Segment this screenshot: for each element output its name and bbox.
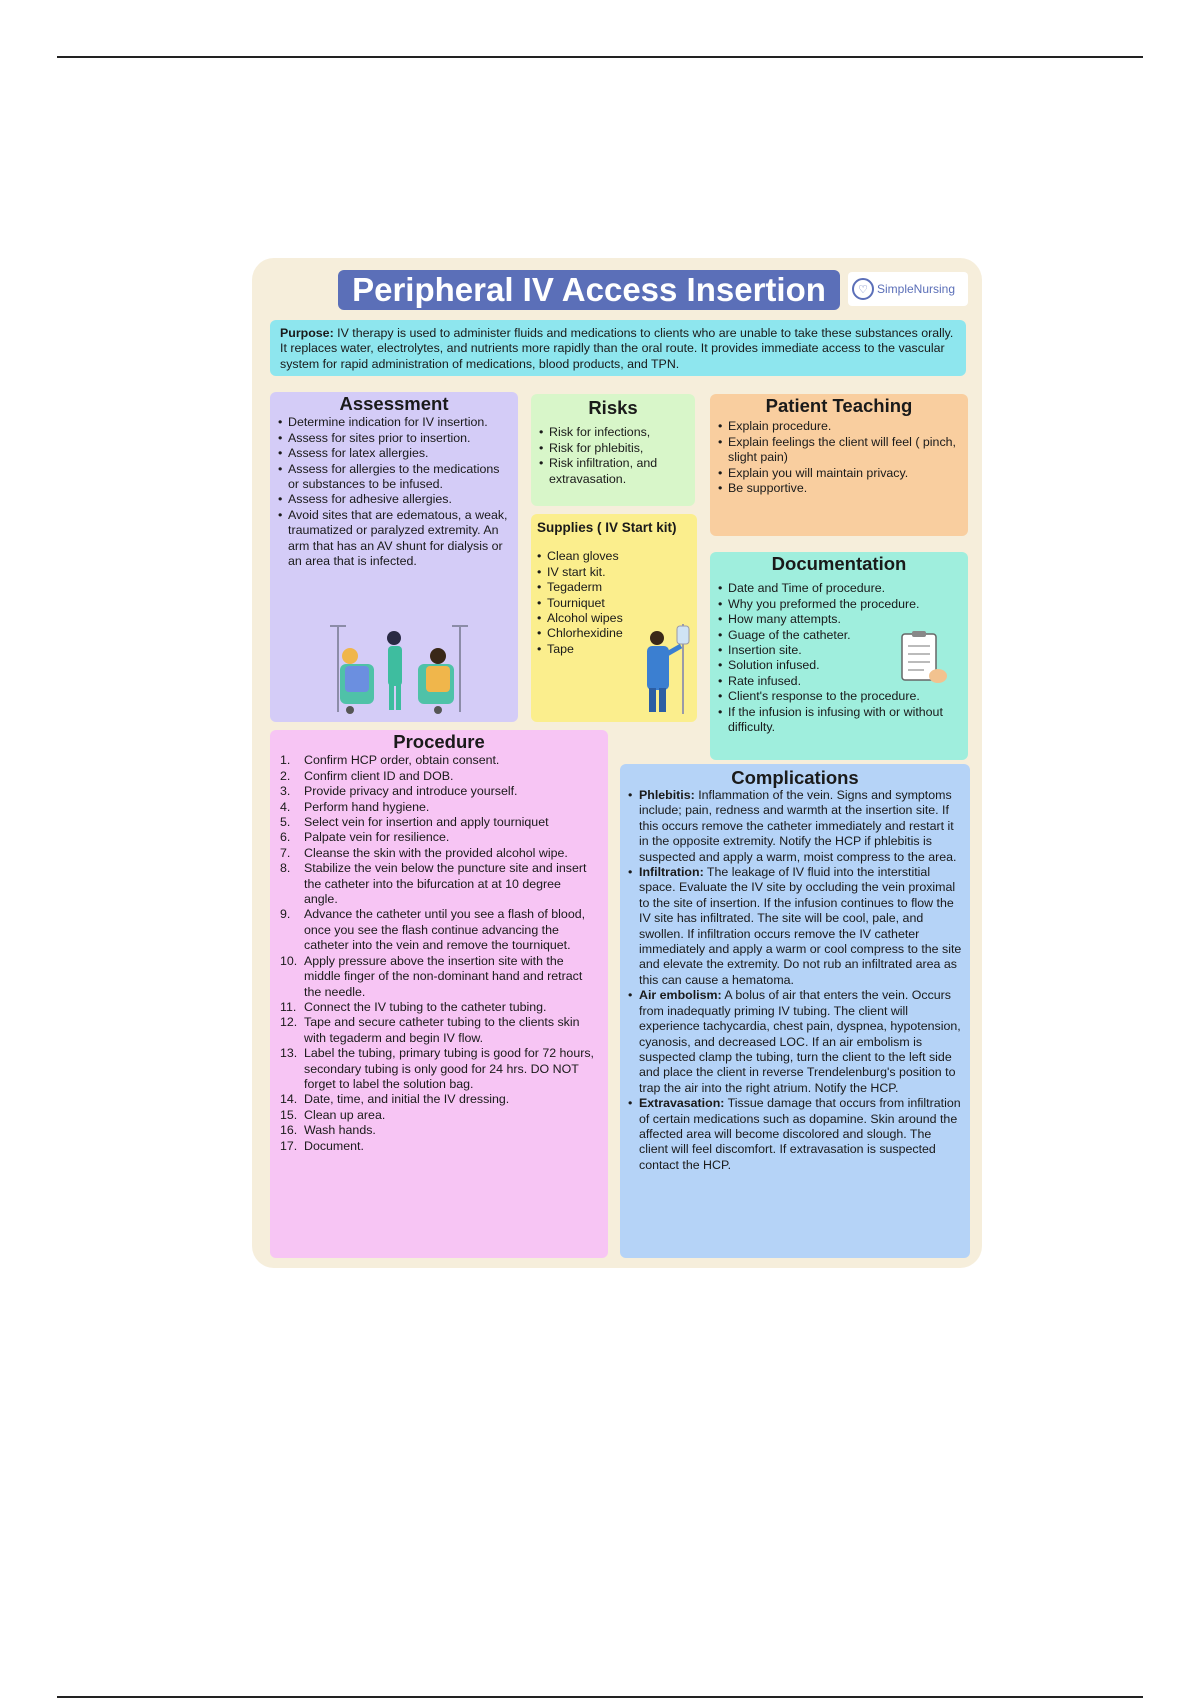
list-item: • Client's response to the procedure. — [718, 689, 960, 704]
list-item: • IV start kit. — [537, 565, 691, 580]
purpose-text: IV therapy is used to administer fluids and medications to clients who are unable to take these substances orally. It replaces water, electrolytes, and nutrients more rapidly than the oral route. It provides immediate access to the vascular system for rapid administration of medications, blood products, and TPN. — [280, 326, 954, 371]
patient-teaching-box — [710, 394, 968, 536]
risks-box — [531, 394, 695, 506]
list-item: • Assess for sites prior to insertion. — [278, 431, 510, 446]
list-item: • Explain feelings the client will feel ( pinch, slight pain) — [718, 435, 960, 466]
list-item: 8. Stabilize the vein below the puncture site and insert the catheter into the bifurcation at at 10 degree angle. — [280, 861, 587, 907]
list-item: 9. Advance the catheter until you see a flash of blood, once you see the flash continue advancing the catheter into the vein and remove the tourniquet. — [280, 907, 586, 953]
patients-illustration — [310, 624, 480, 716]
supplies-box — [531, 514, 697, 722]
list-item: 4. Perform hand hygiene. — [280, 799, 430, 814]
list-item: • Risk infiltration, and extravasation. — [539, 456, 687, 487]
purpose-box — [270, 320, 966, 376]
list-item: • Be supportive. — [718, 481, 960, 496]
assessment-title: Assessment — [339, 393, 449, 414]
logo-name: SimpleNursing — [877, 282, 956, 296]
teaching-list — [718, 419, 960, 496]
list-item: • How many attempts. — [718, 612, 960, 627]
list-item: • Alcohol wipes — [537, 611, 691, 626]
procedure-box — [270, 730, 608, 1258]
bottom-rule — [57, 1696, 1143, 1698]
list-item: • Solution infused. — [718, 658, 960, 673]
list-item: • Determine indication for IV insertion. — [278, 415, 510, 430]
list-item: • Explain you will maintain privacy. — [718, 466, 960, 481]
top-rule — [57, 56, 1143, 58]
list-item: • Rate infused. — [718, 674, 960, 689]
list-item: • Tape — [537, 642, 691, 657]
infographic-card — [252, 258, 982, 1268]
list-item: • Phlebitis: Inflammation of the vein. Signs and symptoms include; pain, redness and warmth at the insertion site. If this occurs remove the catheter immediately and restart it in the opposite extremity. Notify the HCP if phlebitis is suspected and apply a warm, moist compress to the area. — [628, 788, 962, 865]
complications-list — [628, 788, 962, 1173]
list-item: • Extravasation: Tissue damage that occurs from infiltration of certain medications such as dopamine. Skin around the affected area will become discolored and slough. The client will feel discomfort. If extravasation is suspected contact the HCP. — [628, 1096, 962, 1173]
list-item: • Date and Time of procedure. — [718, 581, 960, 596]
list-item: 12. Tape and secure catheter tubing to the clients skin with tegaderm and begin IV flow. — [280, 1015, 580, 1045]
complications-box — [620, 764, 970, 1258]
procedure-list — [280, 753, 598, 1154]
risks-title: Risks — [588, 397, 638, 418]
list-item: 1. Confirm HCP order, obtain consent. — [280, 753, 500, 768]
list-item: • Guage of the catheter. — [718, 628, 960, 643]
risks-list — [539, 425, 687, 487]
clipboard-icon — [898, 630, 950, 688]
nurse-iv-pole-illustration — [639, 620, 695, 718]
list-item: 17. Document. — [280, 1138, 364, 1153]
list-item: • If the infusion is infusing with or without difficulty. — [718, 705, 960, 736]
list-item: 16. Wash hands. — [280, 1123, 376, 1138]
list-item: • Clean gloves — [537, 549, 691, 564]
list-item: 6. Palpate vein for resilience. — [280, 830, 450, 845]
supplies-title: Supplies ( IV Start kit) — [537, 520, 677, 535]
list-item: 7. Cleanse the skin with the provided alcohol wipe. — [280, 845, 568, 860]
purpose-label: Purpose: — [280, 326, 334, 340]
assessment-list — [278, 415, 510, 569]
list-item: • Tegaderm — [537, 580, 691, 595]
assessment-box — [270, 392, 518, 722]
list-item: • Risk for infections, — [539, 425, 687, 440]
heart-icon: ♡ — [852, 278, 874, 300]
list-item: 11. Connect the IV tubing to the catheter tubing. — [280, 999, 547, 1014]
list-item: 3. Provide privacy and introduce yourself. — [280, 784, 518, 799]
list-item: • Assess for latex allergies. — [278, 446, 510, 461]
list-item: • Air embolism: A bolus of air that enters the vein. Occurs from inadequatly priming IV tubing. The client will experience tachycardia, chest pain, dyspnea, hypotension, cyanosis, and decreased LOC. If an air embolism is suspected clamp the tubing, turn the client to the left side and place the client in reverse Trendelenburg's position to trap the air into the right atrium. Notify the HCP. — [628, 988, 962, 1096]
list-item: • Assess for adhesive allergies. — [278, 492, 510, 507]
list-item: • Chlorhexidine — [537, 626, 691, 641]
procedure-title: Procedure — [393, 731, 485, 752]
list-item: 2. Confirm client ID and DOB. — [280, 768, 454, 783]
page-title: Peripheral IV Access Insertion — [338, 270, 840, 310]
list-item: • Assess for allergies to the medications or substances to be infused. — [278, 462, 510, 493]
documentation-title: Documentation — [771, 553, 907, 574]
teaching-title: Patient Teaching — [765, 395, 913, 416]
list-item: • Explain procedure. — [718, 419, 960, 434]
simplenursing-logo — [848, 272, 968, 306]
list-item: • Risk for phlebitis, — [539, 441, 687, 456]
list-item: • Infiltration: The leakage of IV fluid into the interstitial space. Evaluate the IV site by occluding the vein proximal to the site of insertion. If the infusion continues to flow the IV site has infiltrated. The site will be cool, pale, and swollen. If infiltration occurs remove the IV catheter immediately and apply a warm or cool compress to the site and elevate the extremity. Do not rub an infiltrated area as this can cause a hematoma. — [628, 865, 962, 988]
list-item: • Why you preformed the procedure. — [718, 597, 960, 612]
list-item: 10. Apply pressure above the insertion site with the middle finger of the non-dominant hand and retract the needle. — [280, 953, 583, 999]
list-item: • Tourniquet — [537, 596, 691, 611]
list-item: 15. Clean up area. — [280, 1107, 386, 1122]
list-item: 13. Label the tubing, primary tubing is good for 72 hours, secondary tubing is only good for 24 hrs. DO NOT forget to label the solution bag. — [280, 1046, 594, 1091]
complications-title: Complications — [731, 767, 859, 788]
list-item: • Avoid sites that are edematous, a weak, traumatized or paralyzed extremity. An arm that has an AV shunt for dialysis or an area that is infected. — [278, 508, 510, 570]
list-item: 5. Select vein for insertion and apply tourniquet — [280, 815, 549, 830]
list-item: • Insertion site. — [718, 643, 960, 658]
documentation-box — [710, 552, 968, 760]
list-item: 14. Date, time, and initial the IV dressing. — [280, 1092, 510, 1107]
